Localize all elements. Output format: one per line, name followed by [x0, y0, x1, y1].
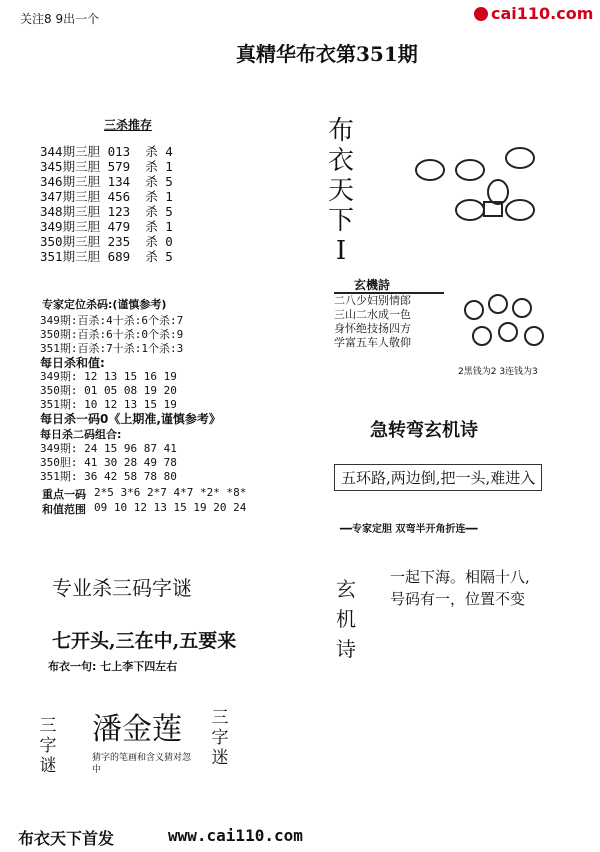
xuanji-text: 号码有一，位置不变: [390, 590, 526, 608]
kill-row: 350期三胆 235 杀 0: [40, 234, 173, 249]
rule-left-icon: ━━: [340, 524, 353, 535]
expert-row: 350期:百杀:6十杀:0个杀:9: [40, 328, 184, 341]
kill-title: 三杀推存: [104, 118, 153, 132]
coin-note: 2黑钱为2 3连钱为3: [458, 367, 538, 377]
range-label: 和值范围: [42, 503, 86, 516]
coin-group-icon: [460, 292, 560, 358]
site-name: cai110.com: [491, 4, 594, 23]
poem-line: 二八少妇别情郎: [334, 294, 411, 307]
two-code-title: 每日杀二码组合:: [40, 428, 122, 441]
name-hint: 猜字的笔画和含义猜对忽中: [92, 753, 192, 775]
logo-ball-icon: [474, 7, 488, 21]
site-logo[interactable]: [474, 4, 593, 23]
sum-row: 351期: 10 12 13 15 19: [40, 398, 177, 411]
xuanji-vertical: 玄机诗: [336, 577, 356, 661]
two-code-row: 350胆: 41 30 28 49 78: [40, 456, 177, 469]
expert-title: 专家定位杀码:(谨慎参考): [42, 298, 167, 311]
riddle-title: 专业杀三码字谜: [52, 576, 192, 600]
name-right-label: 三字迷: [211, 708, 229, 768]
poem-line: 身怀绝技扬四方: [334, 322, 411, 335]
expert-dan-text: 专家定胆 双弯半开角折连: [352, 524, 466, 535]
expert-row: 349期:百杀:4十杀:6个杀:7: [40, 314, 184, 327]
coin-cluster-icon: [410, 140, 550, 240]
poem-line: 三山二水成一色: [334, 308, 411, 321]
top-note: 关注8 9出一个: [20, 12, 100, 26]
two-code-row: 349期: 24 15 96 87 41: [40, 442, 177, 455]
footer-url[interactable]: www.cai110.com: [168, 826, 303, 845]
poem-line: 学富五车人敬仰: [334, 336, 411, 349]
rule-right-icon: ━━: [465, 524, 478, 535]
name-left-label: 三字谜: [39, 716, 57, 776]
sum-title: 每日杀和值:: [40, 356, 105, 370]
kill-row: 346期三胆 134 杀 5: [40, 174, 173, 189]
expert-row: 351期:百杀:7十杀:1个杀:3: [40, 342, 184, 355]
xuanji-text: 一起下海。相隔十八,: [390, 568, 530, 586]
vertical-title: 布衣天下I: [327, 116, 354, 266]
page-title: 真精华布衣第351期: [236, 42, 418, 66]
sum-row: 349期: 12 13 15 16 19: [40, 370, 177, 383]
kill-row: 349期三胆 479 杀 1: [40, 219, 173, 234]
kill-row: 348期三胆 123 杀 5: [40, 204, 173, 219]
two-code-row: 351期: 36 42 58 78 80: [40, 470, 177, 483]
riddle-answer: 潘金莲: [92, 712, 182, 747]
riddle-line: 七开头,三在中,五要来: [52, 630, 237, 652]
kill-row: 345期三胆 579 杀 1: [40, 159, 173, 174]
poem-box: [334, 292, 444, 350]
one-code-title: 每日杀一码0《上期准,谨慎参考》: [40, 412, 221, 426]
buyi-line: 布衣一句: 七上李下四左右: [48, 660, 178, 673]
kill-row: 347期三胆 456 杀 1: [40, 189, 173, 204]
expert-dan-line: [340, 520, 478, 535]
range-values: 09 10 12 13 15 19 20 24: [94, 501, 247, 514]
poem-title: 玄機詩: [354, 278, 391, 292]
kill-row: 344期三胆 013 杀 4: [40, 144, 173, 159]
focus-values: 2*5 3*6 2*7 4*7 *2* *8*: [94, 486, 247, 499]
poem2-line: 五环路,两边倒,把一头,难进入: [334, 464, 542, 491]
poem2-title: 急转弯玄机诗: [370, 420, 478, 441]
kill-row: 351期三胆 689 杀 5: [40, 249, 173, 264]
sum-row: 350期: 01 05 08 19 20: [40, 384, 177, 397]
footer-brand: 布衣天下首发: [18, 829, 115, 848]
focus-label: 重点一码: [42, 488, 86, 501]
